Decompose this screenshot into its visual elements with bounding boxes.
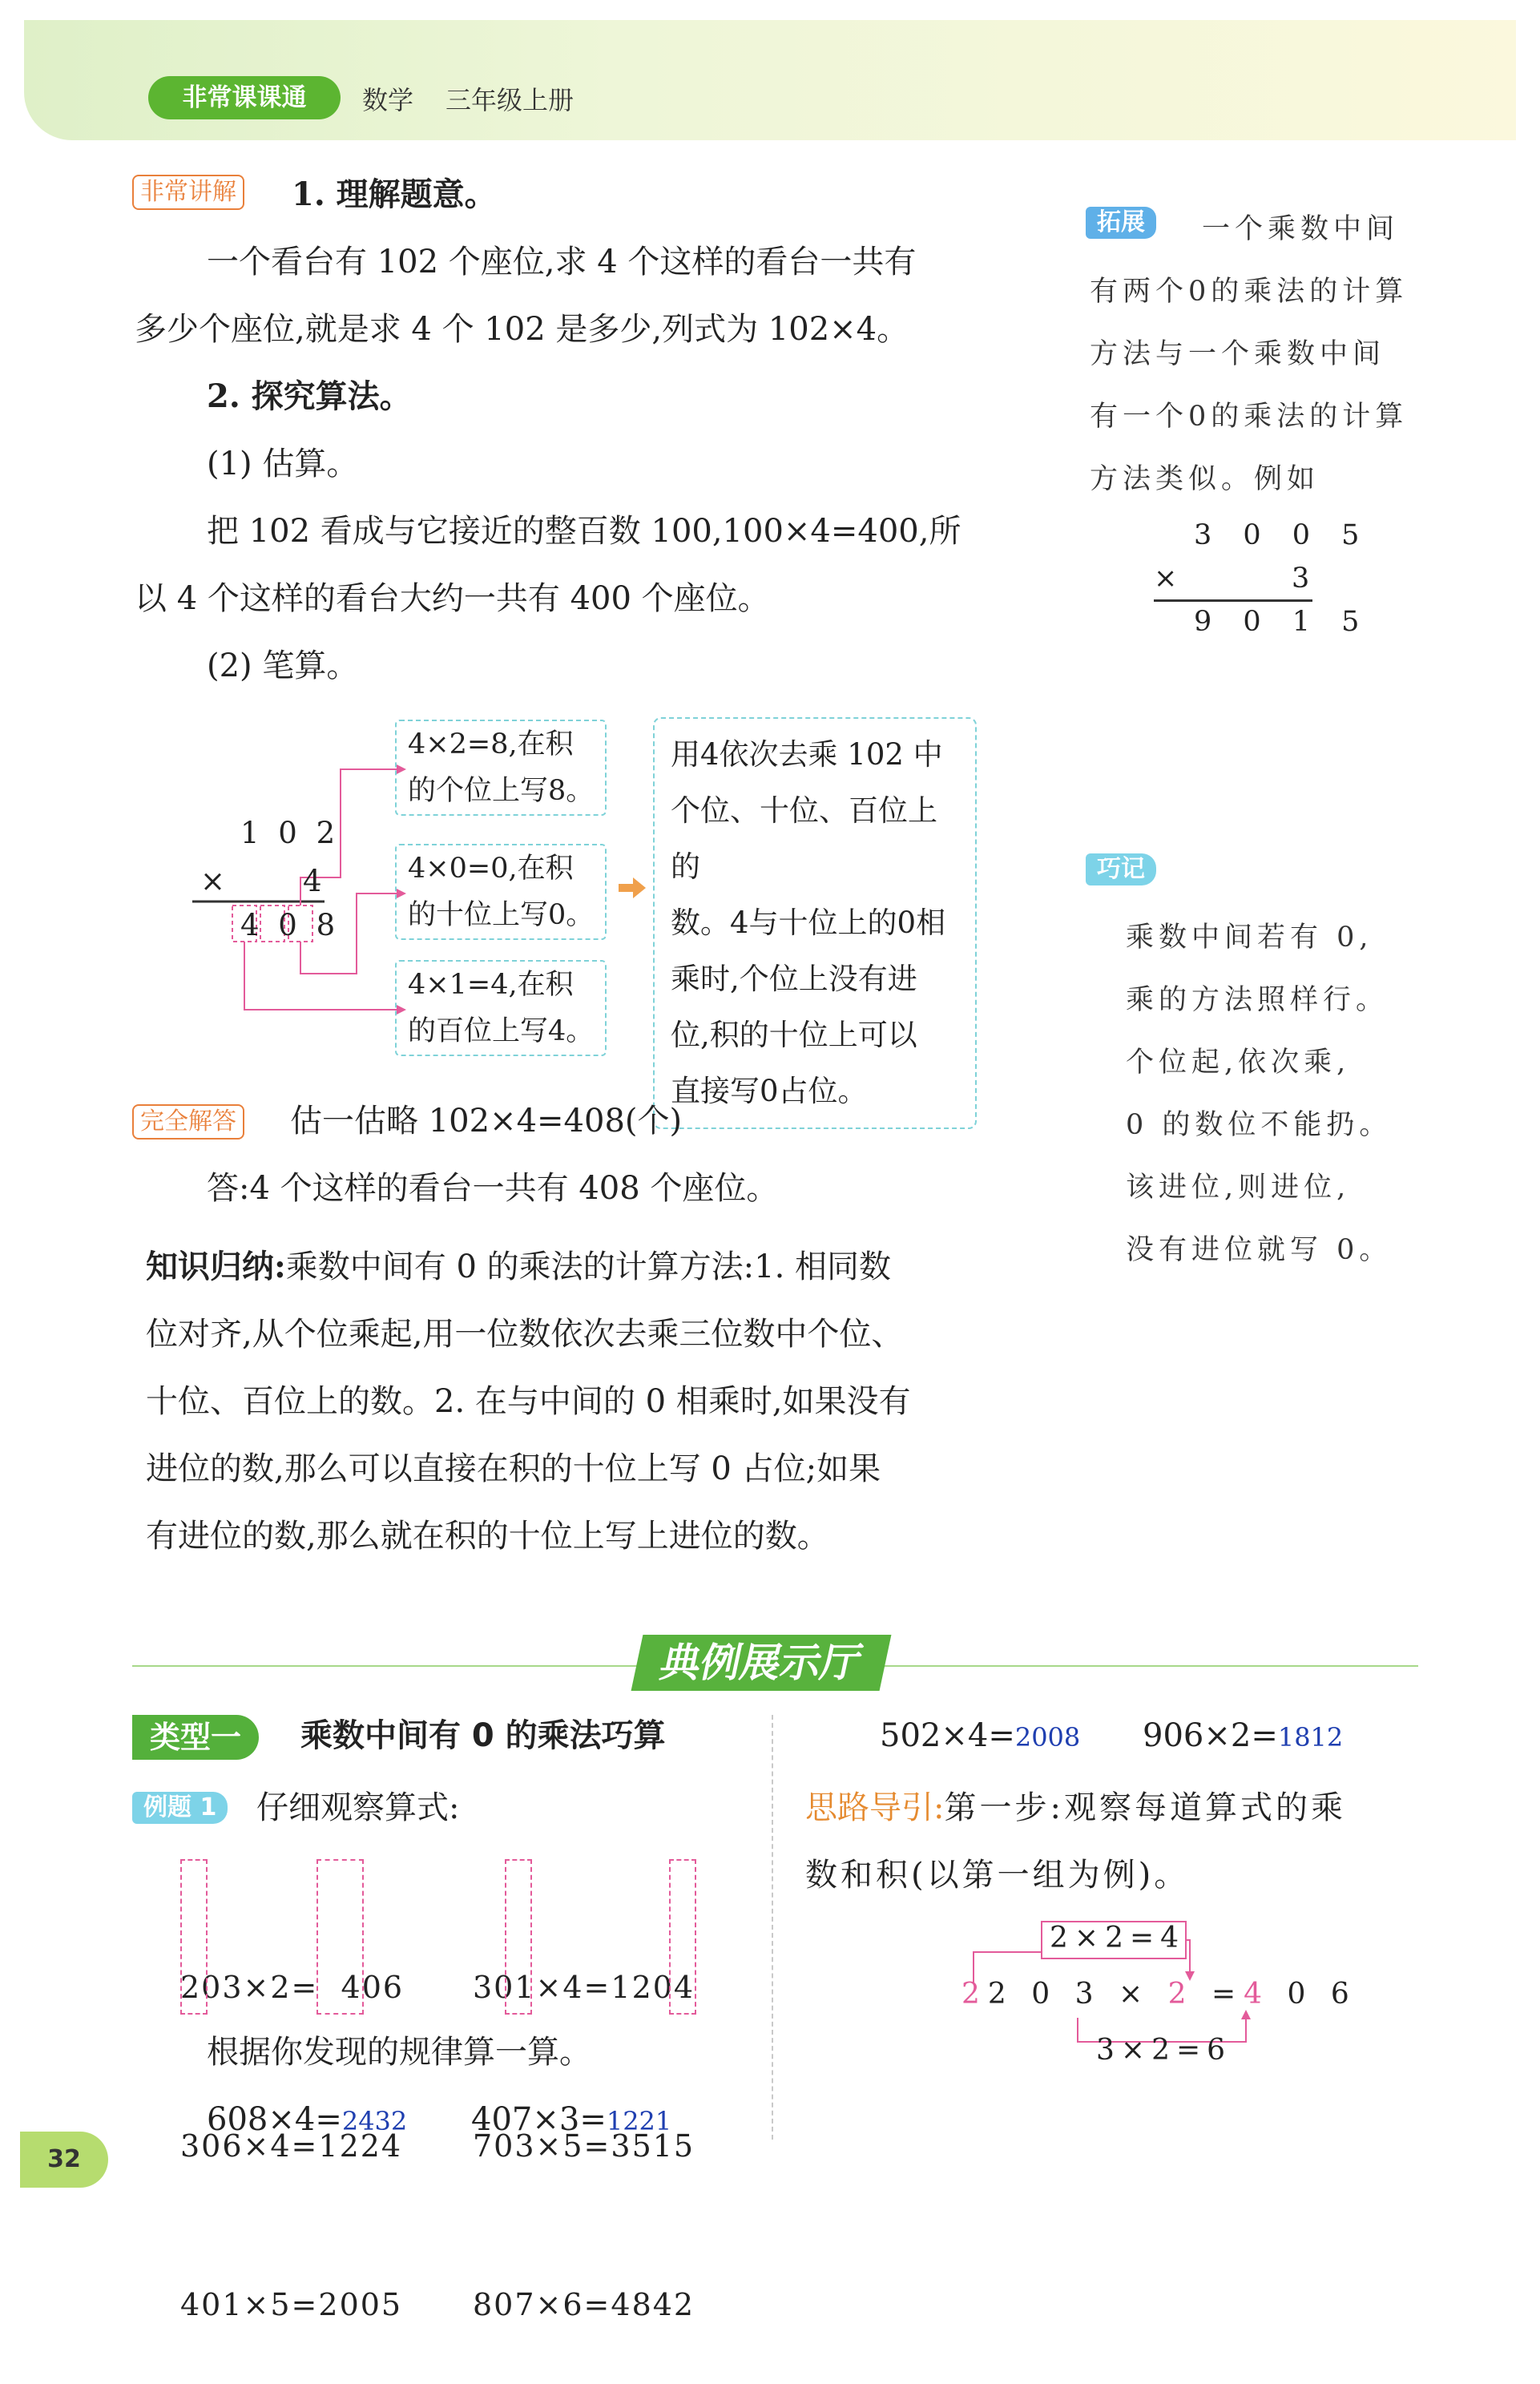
equation: 203×2= 406: [180, 1970, 405, 2005]
step2-line1: 把 102 看成与它接近的整百数 100,100×4=400,所: [207, 513, 961, 550]
guide-digit: 4: [1244, 1978, 1271, 2011]
guide-equals: =: [1211, 1978, 1244, 2011]
calc-note-tens-line2: 的十位上写0。: [408, 899, 595, 931]
calc-note-hundreds: [395, 960, 607, 1056]
calc-note-ones: [395, 720, 607, 816]
guide-middle-rest: 0 6: [1287, 1978, 1357, 2011]
calc-note-tens: [395, 844, 607, 940]
knowledge-summary-line4: 进位的数,那么可以直接在积的十位上写 0 占位;如果: [146, 1450, 881, 1487]
guide-bottom-equation: 3×2=6: [1096, 2034, 1232, 2067]
extend-tag: 拓展: [1086, 207, 1156, 239]
arrow-right-icon: [617, 876, 649, 900]
exercise-question: 906×2=: [1143, 1717, 1278, 1754]
mnemonic-line: 乘的方法照样行。: [1126, 984, 1389, 1016]
calc-summary-box: [653, 717, 977, 1129]
exercise-4: [1143, 1719, 1343, 1754]
guide-line1: [805, 1791, 1346, 1825]
calc-multiplier: 4: [303, 864, 322, 898]
extend-calc-multiplier: 3: [1292, 563, 1310, 595]
extend-calc-top: 3 0 0 5: [1194, 519, 1371, 551]
answer-tag: 完全解答: [132, 1104, 244, 1140]
extend-calc-operator: ×: [1154, 563, 1178, 595]
equation: 703×5=3515: [473, 2128, 695, 2164]
calc-operator: ×: [200, 864, 226, 898]
extend-calc-line: [1154, 599, 1312, 602]
calc-summary-line: 用4依次去乘 102 中: [671, 737, 943, 772]
left-highlight-box: [316, 1859, 364, 2015]
step2-line2: 以 4 个这样的看台大约一共有 400 个座位。: [135, 580, 770, 617]
calc-summary-line: 直接写0占位。: [671, 1074, 868, 1108]
guide-middle-equation: [961, 1978, 1357, 2011]
guide-top-equation: 2×2=4: [1050, 1922, 1186, 1954]
exercise-answer: 1221: [606, 2106, 672, 2136]
mnemonic-line: 0 的数位不能扔。: [1126, 1109, 1393, 1141]
mnemonic-line: 该进位,则进位,: [1126, 1172, 1351, 1204]
calc-summary-line: 位,积的十位上可以: [671, 1018, 917, 1052]
explain-tag: 非常讲解: [132, 175, 244, 210]
knowledge-summary-line1: [146, 1250, 891, 1284]
grade-label: 三年级上册: [445, 85, 574, 115]
step1-line1: 一个看台有 102 个座位,求 4 个这样的看台一共有: [207, 244, 917, 280]
mnemonic-line: 没有进位就写 0。: [1126, 1234, 1393, 1266]
mnemonic-line: 乘数中间若有 0,: [1126, 922, 1373, 954]
extend-calc-result: 9 0 1 5: [1194, 606, 1371, 638]
rule-text: 根据你发现的规律算一算。: [207, 2034, 591, 2071]
exercise-question: 502×4=: [880, 1717, 1015, 1754]
left-highlight-box: [180, 1859, 208, 2015]
calc-note-tens-line1: 4×0=0,在积: [408, 853, 574, 885]
equation: 807×6=4842: [473, 2287, 695, 2322]
calc-note-ones-line1: 4×2=8,在积: [408, 728, 574, 760]
guide-digit: 2: [961, 1978, 988, 2011]
guide-text: 第一步:观察每道算式的乘: [944, 1789, 1346, 1826]
calc-summary-line: 个位、十位、百位上的: [671, 793, 937, 884]
calc-note-hundreds-line2: 的百位上写4。: [408, 1015, 595, 1047]
exercise-2: [471, 2103, 671, 2138]
section-title: 典例展示厅: [631, 1635, 892, 1691]
exercise-answer: 2432: [341, 2106, 408, 2136]
step2-title: 2. 探究算法。: [207, 377, 412, 415]
exercise-1: [207, 2103, 407, 2138]
type-badge: 类型一: [132, 1715, 259, 1760]
step2-estimate: (1) 估算。: [207, 446, 359, 482]
right-highlight-box: [505, 1859, 532, 2015]
page-number: 32: [20, 2132, 108, 2188]
knowledge-summary-line2: 位对齐,从个位乘起,用一位数依次去乘三位数中个位、: [146, 1316, 904, 1353]
knowledge-summary-text: 乘数中间有 0 的乘法的计算方法:1. 相同数: [285, 1248, 891, 1285]
guide-line2: 数和积(以第一组为例)。: [805, 1857, 1190, 1894]
mnemonic-tag: 巧记: [1086, 853, 1156, 885]
extend-line: 一个乘数中间: [1202, 213, 1400, 245]
equation: 306×4=1224: [180, 2128, 403, 2164]
calc-note-hundreds-line1: 4×1=4,在积: [408, 969, 574, 1001]
calc-note-ones-line2: 的个位上写8。: [408, 775, 595, 807]
guide-digit: 2: [1167, 1978, 1195, 2011]
equation: 401×5=2005: [180, 2287, 403, 2322]
knowledge-summary-label: 知识归纳:: [146, 1248, 286, 1285]
guide-middle-left: 2 0 3 ×: [987, 1978, 1151, 2011]
example-prompt: 仔细观察算式:: [256, 1789, 460, 1826]
right-highlight-box: [669, 1859, 696, 2015]
step1-title: 1. 理解题意。: [292, 175, 497, 213]
type-title: 乘数中间有 0 的乘法巧算: [300, 1717, 666, 1754]
calc-top: 1 0 2: [240, 816, 341, 850]
extend-line: 方法类似。例如: [1090, 463, 1320, 495]
extend-line: 有一个0的乘法的计算: [1090, 401, 1409, 433]
subject-label: 数学: [362, 85, 414, 115]
step2-written: (2) 笔算。: [207, 647, 359, 684]
calc-result: 4 0 8: [240, 908, 341, 942]
column-divider: [772, 1715, 773, 2140]
brand-badge: 非常课课通: [148, 76, 341, 119]
exercise-answer: 1812: [1277, 1722, 1344, 1753]
calc-summary-line: 乘时,个位上没有进: [671, 962, 917, 996]
exercise-question: 407×3=: [471, 2101, 607, 2138]
answer-line1: 估一估略 102×4=408(个): [290, 1103, 683, 1140]
calc-summary-line: 数。4与十位上的0相: [671, 906, 946, 940]
exercise-question: 608×4=: [207, 2101, 342, 2138]
extend-line: 有两个0的乘法的计算: [1090, 276, 1409, 308]
extend-line: 方法与一个乘数中间: [1090, 338, 1386, 370]
exercise-answer: 2008: [1014, 1722, 1081, 1753]
mnemonic-line: 个位起,依次乘,: [1126, 1047, 1351, 1079]
equation: 301×4=1204: [473, 1970, 695, 2005]
exercise-3: [880, 1719, 1080, 1754]
knowledge-summary-line3: 十位、百位上的数。2. 在与中间的 0 相乘时,如果没有: [146, 1383, 911, 1420]
answer-line2: 答:4 个这样的看台一共有 408 个座位。: [207, 1170, 779, 1207]
knowledge-summary-line5: 有进位的数,那么就在积的十位上写上进位的数。: [146, 1518, 829, 1555]
step1-line2: 多少个座位,就是求 4 个 102 是多少,列式为 102×4。: [135, 311, 909, 348]
guide-label: 思路导引:: [805, 1789, 945, 1826]
example-tag: 例题 1: [132, 1792, 228, 1824]
